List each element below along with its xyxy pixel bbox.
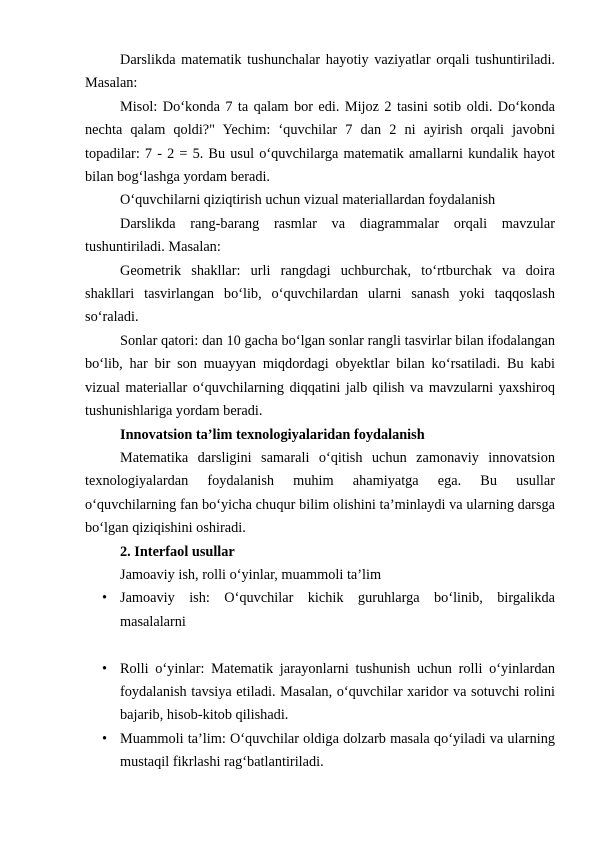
diagrams-paragraph: Darslikda rang-barang rasmlar va diagrammalar orqali mavzular tushuntiriladi. Masalan:: [85, 215, 555, 256]
methods-list: [85, 587, 555, 774]
section-heading-interactive: 2. Interfaol usullar: [120, 543, 235, 560]
visual-materials-line: O‘quvchilarni qiziqtirish uchun vizual materiallardan foydalanish: [120, 192, 496, 209]
document-page: [85, 49, 555, 775]
geometric-shapes-paragraph: Geometrik shakllar: urli rangdagi uchburchak, to‘rtburchak va doira shakllari tasvirlangan bo‘lib, o‘quvchilardan ularni sanash yoki taqqoslash so‘raladi.: [85, 262, 555, 326]
innovation-paragraph: Matematika darsligini samarali o‘qitish uchun zamonaviy innovatsion texnologiyalardan foydalanish muhim ahamiyatga ega. Bu usullar o‘quvchilarning fan bo‘yicha chuqur bilim olishini ta’minlaydi va ularning darsga bo‘lgan qiziqishini oshiradi.: [85, 449, 555, 537]
list-item-text: Muammoli ta’lim: O‘quvchilar oldiga dolzarb masala qo‘yiladi va ularning mustaqil fikrlashi rag‘batlantiriladi.: [120, 730, 555, 771]
list-item-text: Jamoaviy ish: O‘quvchilar kichik guruhlarga bo‘linib, birgalikda masalalarni: [120, 590, 555, 630]
list-item: [85, 587, 555, 634]
number-line-paragraph: Sonlar qatori: dan 10 gacha bo‘lgan sonlar rangli tasvirlar bilan ifodalangan bo‘lib, har bir son muayyan miqdordagi obyektlar bilan ko‘rsatiladi. Bu kabi vizual materiallar o‘quvchilarning diqqatini jalb qilish va mavzularni yaxshiroq tushunishlariga yordam beradi.: [85, 332, 555, 420]
list-item: [85, 728, 555, 775]
methods-summary-line: Jamoaviy ish, rolli o‘yinlar, muammoli ta’lim: [120, 566, 382, 583]
bullet-icon: •: [102, 590, 108, 607]
bullet-icon: •: [102, 730, 108, 747]
list-item: [85, 658, 555, 728]
bullet-icon: •: [102, 660, 108, 677]
example-paragraph: Misol: Do‘konda 7 ta qalam bor edi. Mijoz 2 tasini sotib oldi. Do‘konda nechta qalam qoldi?" Yechim: ‘quvchilar 7 dan 2 ni ayirish orqali javobni topadilar: 7 - 2 = 5. Bu usul o‘quvchilarga matematik amallarni kundalik hayot bilan bog‘lashga yordam beradi.: [85, 98, 555, 186]
section-heading-innovation: Innovatsion ta’lim texnologiyalaridan foydalanish: [120, 426, 425, 443]
list-item-text: Rolli o‘yinlar: Matematik jarayonlarni tushunish uchun rolli o‘yinlardan foydalanish tavsiya etiladi. Masalan, o‘quvchilar xaridor va sotuvchi rolini bajarib, hisob-kitob qilishadi.: [120, 660, 555, 724]
intro-paragraph: Darslikda matematik tushunchalar hayotiy vaziyatlar orqali tushuntiriladi. Masalan:: [85, 52, 555, 92]
